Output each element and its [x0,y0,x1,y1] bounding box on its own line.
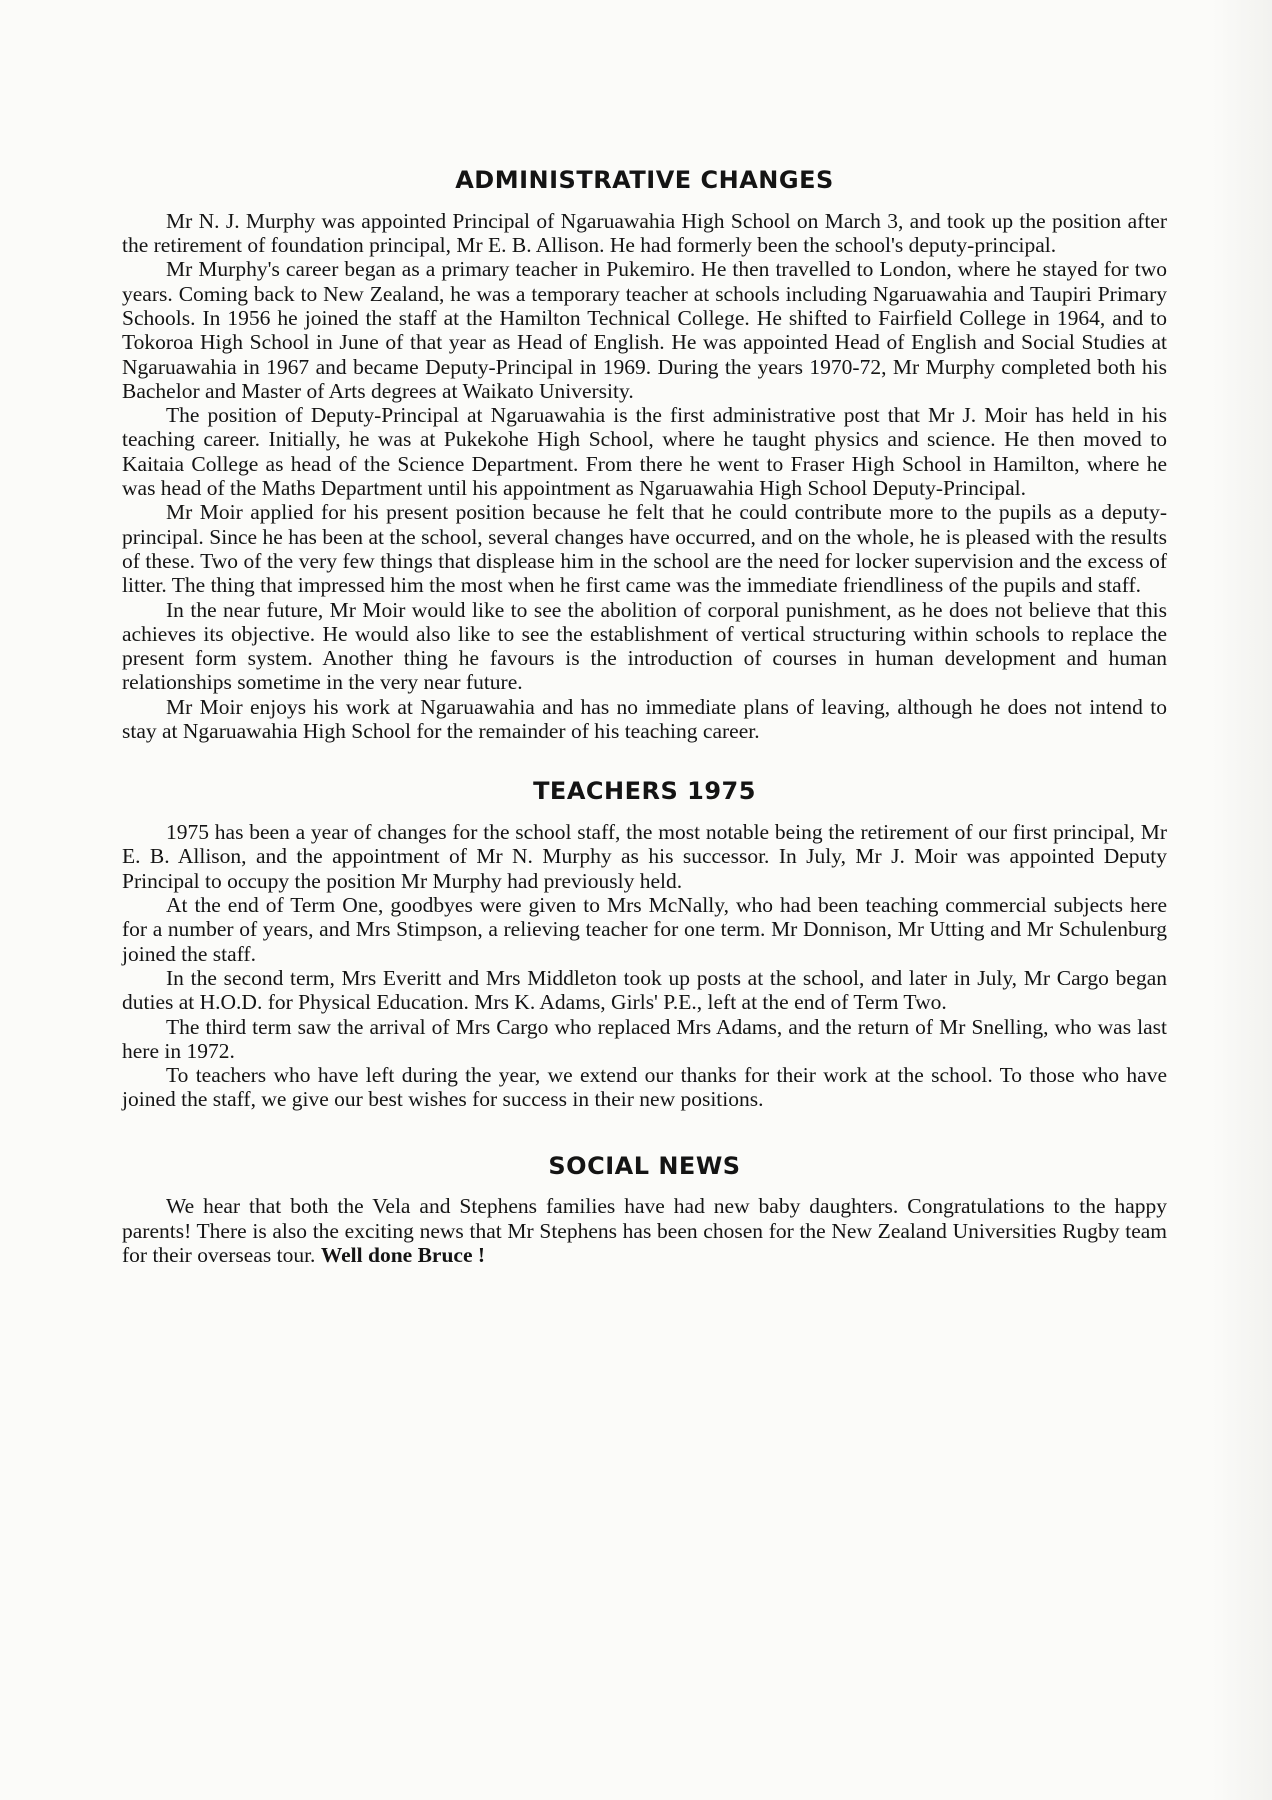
section-heading: TEACHERS 1975 [533,777,756,806]
paragraph: Mr N. J. Murphy was appointed Principal of Ngaruawahia High School on March 3, and took up the position after the retirement of foundation principal, Mr E. B. Allison. He had formerly been the school's deputy-principal. [122,208,1167,258]
section-heading: ADMINISTRATIVE CHANGES [455,166,834,194]
paragraph: In the near future, Mr Moir would like to see the abolition of corporal punishment, as he does not believe that this achieves its objective. He would also like to see the establishment of vertical structuring within schools to replace the present form system. Another thing he favours is the introduction of courses in human development and human relationships sometime in the very near future. [122,597,1167,695]
paragraph: Mr Murphy's career began as a primary teacher in Pukemiro. He then travelled to London, where he stayed for two years. Coming back to New Zealand, he was a temporary teacher at schools including Ngaruawahia and Taupiri Primary Schools. In 1956 he joined the staff at the Hamilton Technical College. He shifted to Fairfield College in 1964, and to Tokoroa High School in June of that year as Head of English. He was appointed Head of English and Social Studies at Ngaruawahia in 1967 and became Deputy-Principal in 1969. During the years 1970-72, Mr Murphy completed both his Bachelor and Master of Arts degrees at Waikato University. [122,257,1167,403]
closing-remark: Well done Bruce ! [320,1243,486,1268]
paragraph: 1975 has been a year of changes for the school staff, the most notable being the retirement of our first principal, Mr E. B. Allison, and the appointment of Mr N. Murphy as his successor. In July, Mr J. Moir was appointed Deputy Principal to occupy the position Mr Murphy had previously held. [122,820,1167,893]
section-heading: SOCIAL NEWS [548,1151,741,1180]
article-content [122,166,1167,1267]
paragraph: In the second term, Mrs Everitt and Mrs Middleton took up posts at the school, and later in July, Mr Cargo began duties at H.O.D. for Physical Education. Mrs K. Adams, Girls' P.E., left at the end of Term Two. [122,965,1167,1015]
paragraph: The third term saw the arrival of Mrs Cargo who replaced Mrs Adams, and the return of Mr Snelling, who was last here in 1972. [122,1014,1167,1063]
paragraph: To teachers who have left during the year, we extend our thanks for their work at the school. To those who have joined the staff, we give our best wishes for success in their new positions. [122,1063,1167,1112]
paragraph: Mr Moir enjoys his work at Ngaruawahia and has no immediate plans of leaving, although he does not intend to stay at Ngaruawahia High School for the remainder of his teaching career. [122,694,1167,744]
page-edge-shadow [1212,0,1272,1800]
section-teachers-1975 [122,777,1167,1111]
section-administrative-changes [122,166,1167,743]
paragraph [122,1194,1167,1267]
paragraph: At the end of Term One, goodbyes were given to Mrs McNally, who had been teaching commercial subjects here for a number of years, and Mrs Stimpson, a relieving teacher for one term. Mr Donnison, Mr Utting and Mr Schulenburg joined the staff. [122,893,1167,966]
paragraph-text: We hear that both the Vela and Stephens families have had new baby daughters. Congratulations to the happy parents! There is also the exciting news that Mr Stephens has been chosen for the New Zealand Universities Rugby team for their overseas tour. [122,1194,1167,1268]
section-social-news [122,1152,1167,1268]
paragraph: The position of Deputy-Principal at Ngaruawahia is the first administrative post that Mr J. Moir has held in his teaching career. Initially, he was at Pukekohe High School, where he taught physics and science. He then moved to Kaitaia College as head of the Science Department. From there he went to Fraser High School in Hamilton, where he was head of the Maths Department until his appointment as Ngaruawahia High School Deputy-Principal. [122,403,1167,501]
paragraph: Mr Moir applied for his present position because he felt that he could contribute more to the pupils as a deputy-principal. Since he has been at the school, several changes have occurred, and on the whole, he is pleased with the results of these. Two of the very few things that displease him in the school are the need for locker supervision and the excess of litter. The thing that impressed him the most when he first came was the immediate friendliness of the pupils and staff. [122,500,1167,598]
